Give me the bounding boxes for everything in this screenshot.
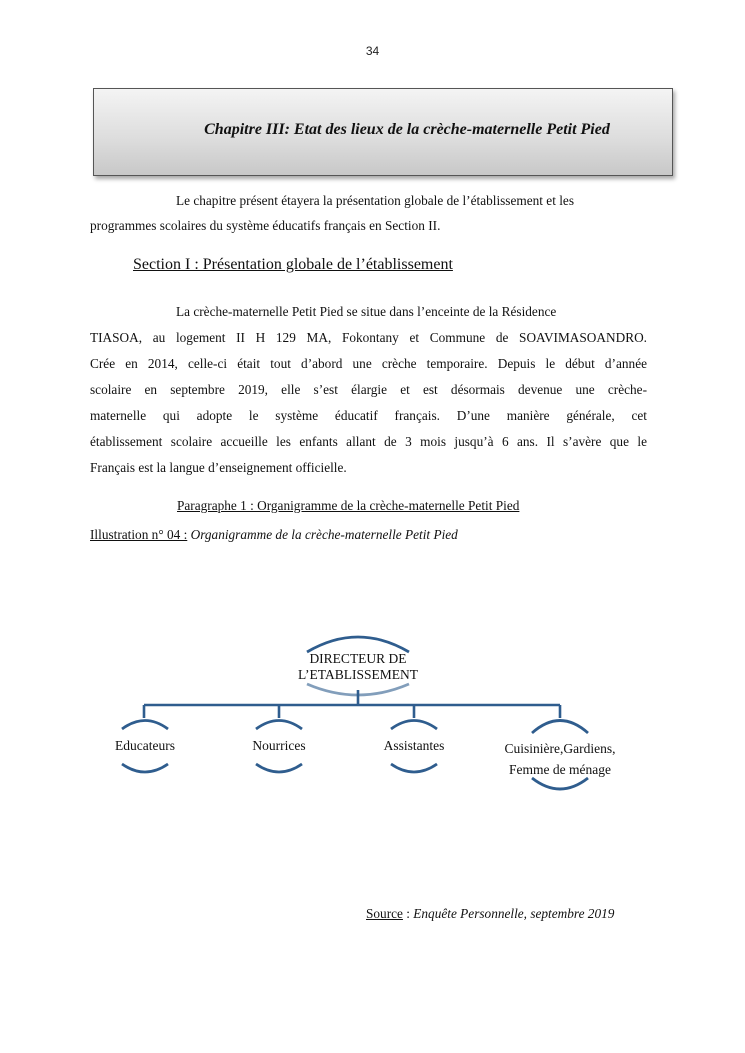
org-node-nourrices: [252, 721, 305, 773]
paragraph-title: Paragraphe 1 : Organigramme de la crèche-maternelle Petit Pied: [177, 498, 520, 513]
org-node-assistantes: [384, 721, 445, 773]
page-number: 34: [365, 44, 380, 58]
source-separator: :: [402, 906, 414, 921]
body-line-3: Crée en 2014, celle-ci était tout d’abord une crèche temporaire. Depuis le début d’année: [90, 356, 647, 371]
body-line-5: maternelle qui adopte le système éducatif français. D’une manière générale, cet: [90, 408, 647, 423]
illustration-label: Illustration n° 04 :: [90, 527, 188, 542]
chapter-title: Chapitre III: Etat des lieux de la crèche-maternelle Petit Pied: [204, 121, 610, 138]
org-child-nourrices: Nourrices: [252, 738, 306, 753]
illustration-title: Organigramme de la crèche-maternelle Petit Pied: [190, 527, 458, 542]
body-line-6: établissement scolaire accueille les enfants allant de 3 mois jusqu’à 6 ans. Il s’avère que le: [90, 434, 647, 449]
body-line-4: scolaire en septembre 2019, elle s’est élargie et est désormais devenue une crèche-: [90, 382, 647, 397]
org-child-assistantes: Assistantes: [383, 738, 445, 753]
org-child-personnel-line2: Femme de ménage: [509, 762, 611, 777]
body-line-2: TIASOA, au logement II H 129 MA, Fokontany et Commune de SOAVIMASOANDRO.: [90, 330, 647, 345]
org-node-personnel: [505, 721, 616, 790]
org-node-root: [298, 637, 419, 695]
org-root-line2: L’ETABLISSEMENT: [298, 667, 418, 682]
body-line-1: La crèche-maternelle Petit Pied se situe dans l’enceinte de la Résidence: [176, 304, 557, 319]
org-child-personnel-line1: Cuisinière,Gardiens,: [504, 741, 616, 756]
source-caption: Enquête Personnelle, septembre 2019: [413, 906, 615, 921]
org-root-line1: DIRECTEUR DE: [309, 651, 407, 666]
source-note: [366, 906, 614, 922]
org-node-educateurs: [115, 721, 175, 773]
org-child-educateurs: Educateurs: [115, 738, 175, 753]
section-title: Section I : Présentation globale de l’établissement: [133, 256, 453, 273]
intro-paragraph-line2: programmes scolaires du système éducatifs français en Section II.: [90, 218, 441, 233]
body-line-7: Français est la langue d’enseignement officielle.: [90, 460, 347, 475]
intro-paragraph-line1: Le chapitre présent étayera la présentation globale de l’établissement et les: [176, 193, 574, 208]
source-label: Source: [366, 906, 403, 921]
